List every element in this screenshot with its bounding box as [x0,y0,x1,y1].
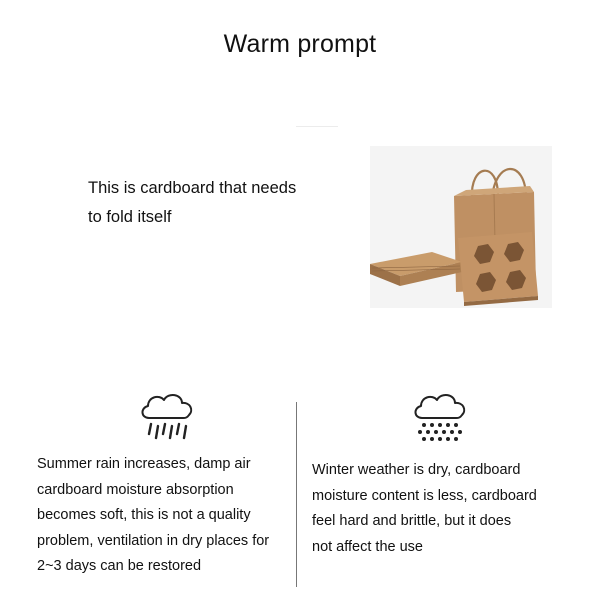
winter-note [312,458,552,560]
summer-note-line: problem, ventilation in dry places for [37,532,270,549]
winter-note-line: moisture content is less, cardboard [312,487,537,504]
summer-note-line: cardboard moisture absorption [37,481,234,498]
intro-line: to fold itself [88,208,172,226]
rain-cloud-icon [137,388,197,442]
winter-note-line: Winter weather is dry, cardboard [312,462,521,478]
product-photo [370,146,552,308]
page-title: Warm prompt [223,30,377,58]
decorative-divider [296,126,338,127]
winter-note-line: feel hard and brittle, but it does [312,513,512,529]
summer-note-line: Summer rain increases, damp air [37,456,251,472]
column-divider [296,402,297,587]
summer-note-line: 2~3 days can be restored [37,558,202,574]
intro-line: This is cardboard that needs [88,179,297,197]
summer-note-line: becomes soft, this is not a quality [37,507,251,523]
product-photo-illustration [370,146,552,308]
snow-cloud-icon [410,388,472,442]
summer-note [37,452,293,580]
winter-note-line: not affect the use [312,538,423,555]
intro-text [88,174,348,232]
cup-holder [458,232,538,302]
